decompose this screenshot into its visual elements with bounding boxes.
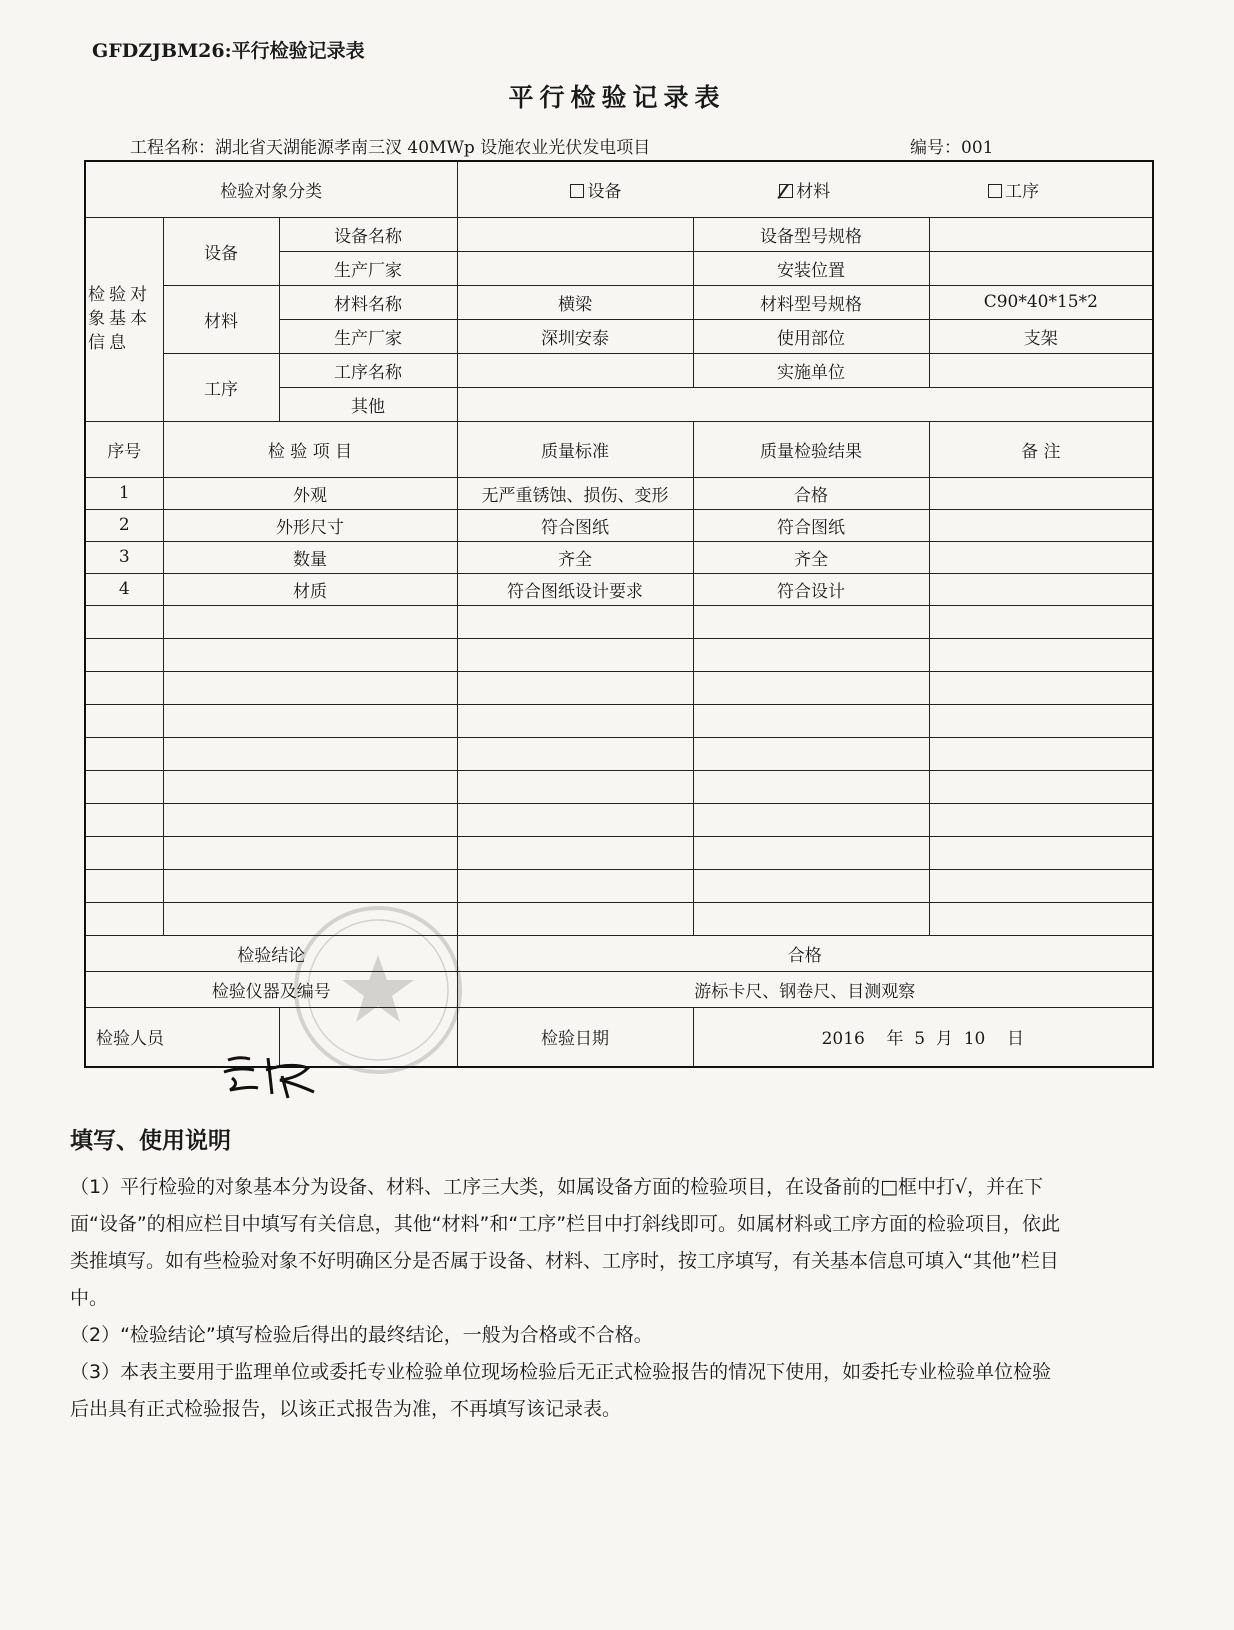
conclusion-value: 合格 [457,935,1153,971]
date-month: 5 [914,1029,926,1050]
project-line [130,133,650,158]
empty-row [85,770,1153,803]
material-maker: 深圳安泰 [457,319,693,353]
row-no: 3 [85,541,163,573]
row-standard: 无严重锈蚀、损伤、变形 [457,477,693,509]
equipment-maker-label: 生产厂家 [279,251,457,285]
material-model: C90*40*15*2 [929,285,1153,319]
instruments-value: 游标卡尺、钢卷尺、目测观察 [457,971,1153,1007]
row-result: 符合设计 [693,573,929,605]
process-label: 工序 [163,353,279,421]
material-model-label: 材料型号规格 [693,285,929,319]
equipment-name-label: 设备名称 [279,217,457,251]
row-remark [929,541,1153,573]
date-value: 2016 年 5 月 10 日 [693,1007,1153,1067]
date-day: 10 [963,1029,986,1050]
date-label: 检验日期 [457,1007,693,1067]
row-standard: 符合图纸 [457,509,693,541]
page-title: 平行检验记录表 [508,83,726,112]
category-label: 检验对象分类 [85,161,457,217]
header-result: 质量检验结果 [693,421,929,477]
inspector-label: 检验人员 [85,1007,279,1067]
checkbox-icon[interactable] [570,184,584,198]
equipment-label: 设备 [163,217,279,285]
header-item: 检 验 项 目 [163,421,457,477]
row-standard: 齐全 [457,541,693,573]
equipment-model [929,217,1153,251]
row-no: 1 [85,477,163,509]
equipment-model-label: 设备型号规格 [693,217,929,251]
empty-row [85,704,1153,737]
equipment-location [929,251,1153,285]
process-unit-label: 实施单位 [693,353,929,387]
material-usage: 支架 [929,319,1153,353]
instruction-paragraph: （2）“检验结论”填写检验后得出的最终结论，一般为合格或不合格。 [70,1324,653,1346]
empty-row [85,638,1153,671]
form-number: 001 [961,138,994,158]
empty-row [85,671,1153,704]
instructions-section [70,1122,1070,1428]
row-item: 外形尺寸 [163,509,457,541]
process-other-label: 其他 [279,387,457,421]
table-row [85,541,1153,573]
material-name: 横梁 [457,285,693,319]
row-remark [929,477,1153,509]
header-standard: 质量标准 [457,421,693,477]
material-label: 材料 [163,285,279,353]
row-remark [929,573,1153,605]
row-no: 4 [85,573,163,605]
row-item: 外观 [163,477,457,509]
date-year: 2016 [821,1029,865,1050]
row-result: 合格 [693,477,929,509]
checked-checkbox-icon[interactable] [779,184,793,198]
inspection-form-table [84,160,1154,1068]
row-item: 数量 [163,541,457,573]
conclusion-label: 检验结论 [85,935,457,971]
project-name: 湖北省天湖能源孝南三汊 40MWp 设施农业光伏发电项目 [215,138,651,158]
material-maker-label: 生产厂家 [279,319,457,353]
table-row [85,509,1153,541]
empty-row [85,902,1153,935]
category-option-material[interactable]: 材料 [779,177,830,202]
empty-row [85,605,1153,638]
checkbox-icon[interactable] [988,184,1002,198]
empty-row [85,836,1153,869]
basic-info-group-label: 检验对象基本信息 [85,217,163,421]
category-option-process[interactable]: 工序 [988,177,1039,202]
row-standard: 符合图纸设计要求 [457,573,693,605]
equipment-maker [457,251,693,285]
inspector-signature-icon [210,1050,320,1100]
category-option-equipment[interactable]: 设备 [570,177,621,202]
process-other [457,387,1153,421]
empty-row [85,803,1153,836]
equipment-name [457,217,693,251]
empty-row [85,737,1153,770]
process-name [457,353,693,387]
row-result: 符合图纸 [693,509,929,541]
items-header-row [85,421,1153,477]
process-name-label: 工序名称 [279,353,457,387]
instruments-row [85,971,1153,1007]
row-item: 材质 [163,573,457,605]
material-name-label: 材料名称 [279,285,457,319]
instruments-label: 检验仪器及编号 [85,971,457,1007]
form-code: GFDZJBM26:平行检验记录表 [92,40,365,62]
row-no: 2 [85,509,163,541]
table-row [85,573,1153,605]
row-result: 齐全 [693,541,929,573]
header-remark: 备 注 [929,421,1153,477]
instruction-paragraph: （3）本表主要用于监理单位或委托专业检验单位现场检验后无正式检验报告的情况下使用，如委托专业检验单位检验后出具有正式检验报告，以该正式报告为准，不再填写该记录表。 [70,1361,1052,1420]
process-unit [929,353,1153,387]
instruction-paragraph: （1）平行检验的对象基本分为设备、材料、工序三大类，如属设备方面的检验项目，在设备前的□框中打√，并在下面“设备”的相应栏目中填写有关信息，其他“材料”和“工序”栏目中打斜线即可。如属材料或工序方面的检验项目，依此类推填写。如有些检验对象不好明确区分是否属于设备、材料、工序时，按工序填写，有关基本信息可填入“其他”栏目中。 [70,1176,1061,1309]
category-options [457,161,1153,217]
empty-row [85,869,1153,902]
number-line [910,133,993,158]
project-label: 工程名称： [130,138,215,158]
number-label: 编号： [910,138,961,158]
table-row [85,477,1153,509]
material-usage-label: 使用部位 [693,319,929,353]
conclusion-row [85,935,1153,971]
category-row [85,161,1153,217]
equipment-location-label: 安装位置 [693,251,929,285]
instructions-title: 填写、使用说明 [70,1128,231,1154]
row-remark [929,509,1153,541]
header-no: 序号 [85,421,163,477]
